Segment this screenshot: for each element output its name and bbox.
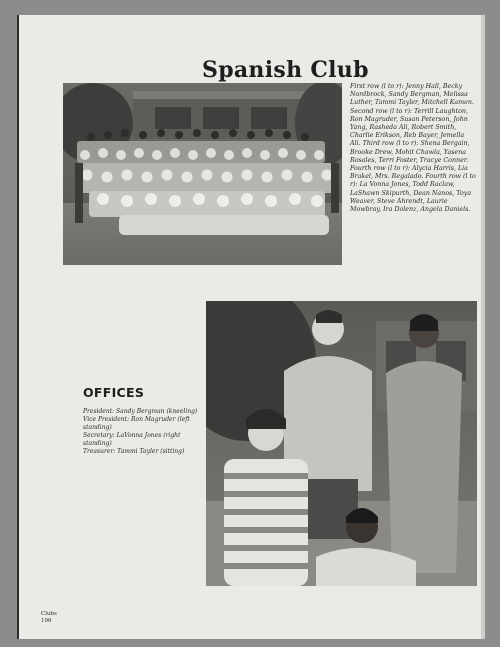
offices-heading: OFFICES [83,385,145,400]
office-secretary: Secretary: LaVonna Jones (right standing) [83,432,181,447]
folio-page-number: 196 [41,617,52,624]
page-title: Spanish Club [202,57,369,83]
yearbook-page [17,15,485,639]
office-president: President: Sandy Bergman (kneeling) [83,408,198,415]
group-photo [63,83,342,265]
group-photo-image [63,83,342,265]
folio-section: Clubs [41,611,57,617]
officers-photo-image [206,301,477,586]
group-photo-caption: First row (l to r): Jenny Hall, Becky Nordbrock, Sandy Bergman, Melissa Luther, Tammi Tayler, Mitchell Kamen. Second row (l to r): Terrill Laughton, Ron Magruder, Susan Peterson, John Yang, Rasheda Ali, Robert Smith, Charlie Erikson, Reb Bayer, Jemella Ali. Third row (l to r): Shena Bergain, Brooke Drew, Mohit Chawla, Yasena Rosales, Terri Foster, Tracye Conner. Fourth row (l to r): Alycia Harris, Lia Brakel, Mrs. Regalado. Fourth row (l to r): La Vonna Jones, Todd Raclaw, LaShawn Skipurth, Dean Nanos, Toya Weaver, Steve Ahrendt, Laurie Mowbray, Ira Dolenz, Angela Daniels. [350,83,476,214]
office-treasurer: Treasurer: Tammi Tayler (sitting) [83,448,185,455]
page-folio [41,611,57,624]
page-gutter [481,15,485,639]
office-vice-president: Vice President: Ron Magruder (left standing) [83,416,190,431]
offices-list [83,408,201,456]
officers-photo [206,301,477,586]
